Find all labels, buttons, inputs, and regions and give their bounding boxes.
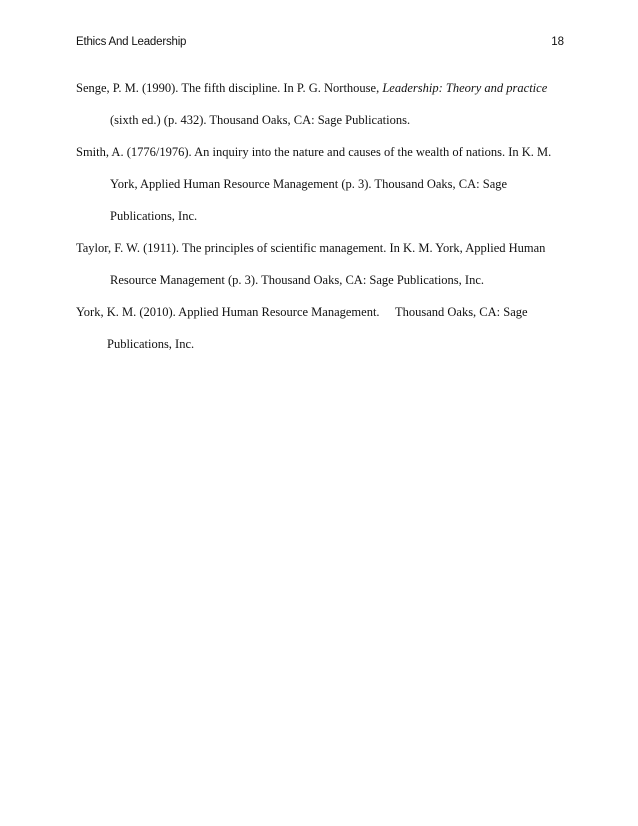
- reference-entry-senge: [76, 72, 568, 136]
- reference-entry-york: [76, 296, 568, 360]
- reference-text: Senge, P. M. (1990). The fifth discipline. In P. G. Northouse,: [76, 81, 383, 95]
- reference-text: York, Applied Human Resource Management (p. 3). Thousand Oaks, CA: Sage: [110, 177, 508, 191]
- reference-line: [76, 72, 568, 104]
- reference-entry-taylor: [76, 232, 568, 296]
- page-number: 18: [551, 36, 564, 48]
- reference-entry-smith: [76, 136, 568, 232]
- reference-line: [110, 264, 568, 296]
- reference-text: (sixth ed.) (p. 432). Thousand Oaks, CA: Sage Publications.: [110, 113, 411, 127]
- reference-text: Resource Management (p. 3). Thousand Oaks, CA: Sage Publications, Inc.: [110, 273, 484, 287]
- reference-line: [76, 296, 568, 328]
- reference-line: [76, 136, 568, 168]
- reference-title-italic: Leadership: Theory and practice: [382, 81, 548, 95]
- reference-line: [107, 328, 568, 360]
- reference-line: [110, 168, 568, 200]
- reference-text: Taylor, F. W. (1911). The principles of scientific management. In K. M. York, Applied Human: [76, 241, 546, 255]
- reference-line: [110, 200, 568, 232]
- reference-line: [76, 232, 568, 264]
- reference-line: [110, 104, 568, 136]
- reference-list: [76, 72, 568, 360]
- reference-text: York, K. M. (2010). Applied Human Resource Management. Thousand Oaks, CA: Sage: [76, 305, 528, 319]
- reference-text: Smith, A. (1776/1976). An inquiry into the nature and causes of the wealth of nations. In K. M.: [76, 145, 552, 159]
- running-head: Ethics And Leadership: [76, 36, 187, 48]
- reference-text: Publications, Inc.: [110, 209, 198, 223]
- reference-text: Publications, Inc.: [107, 337, 195, 351]
